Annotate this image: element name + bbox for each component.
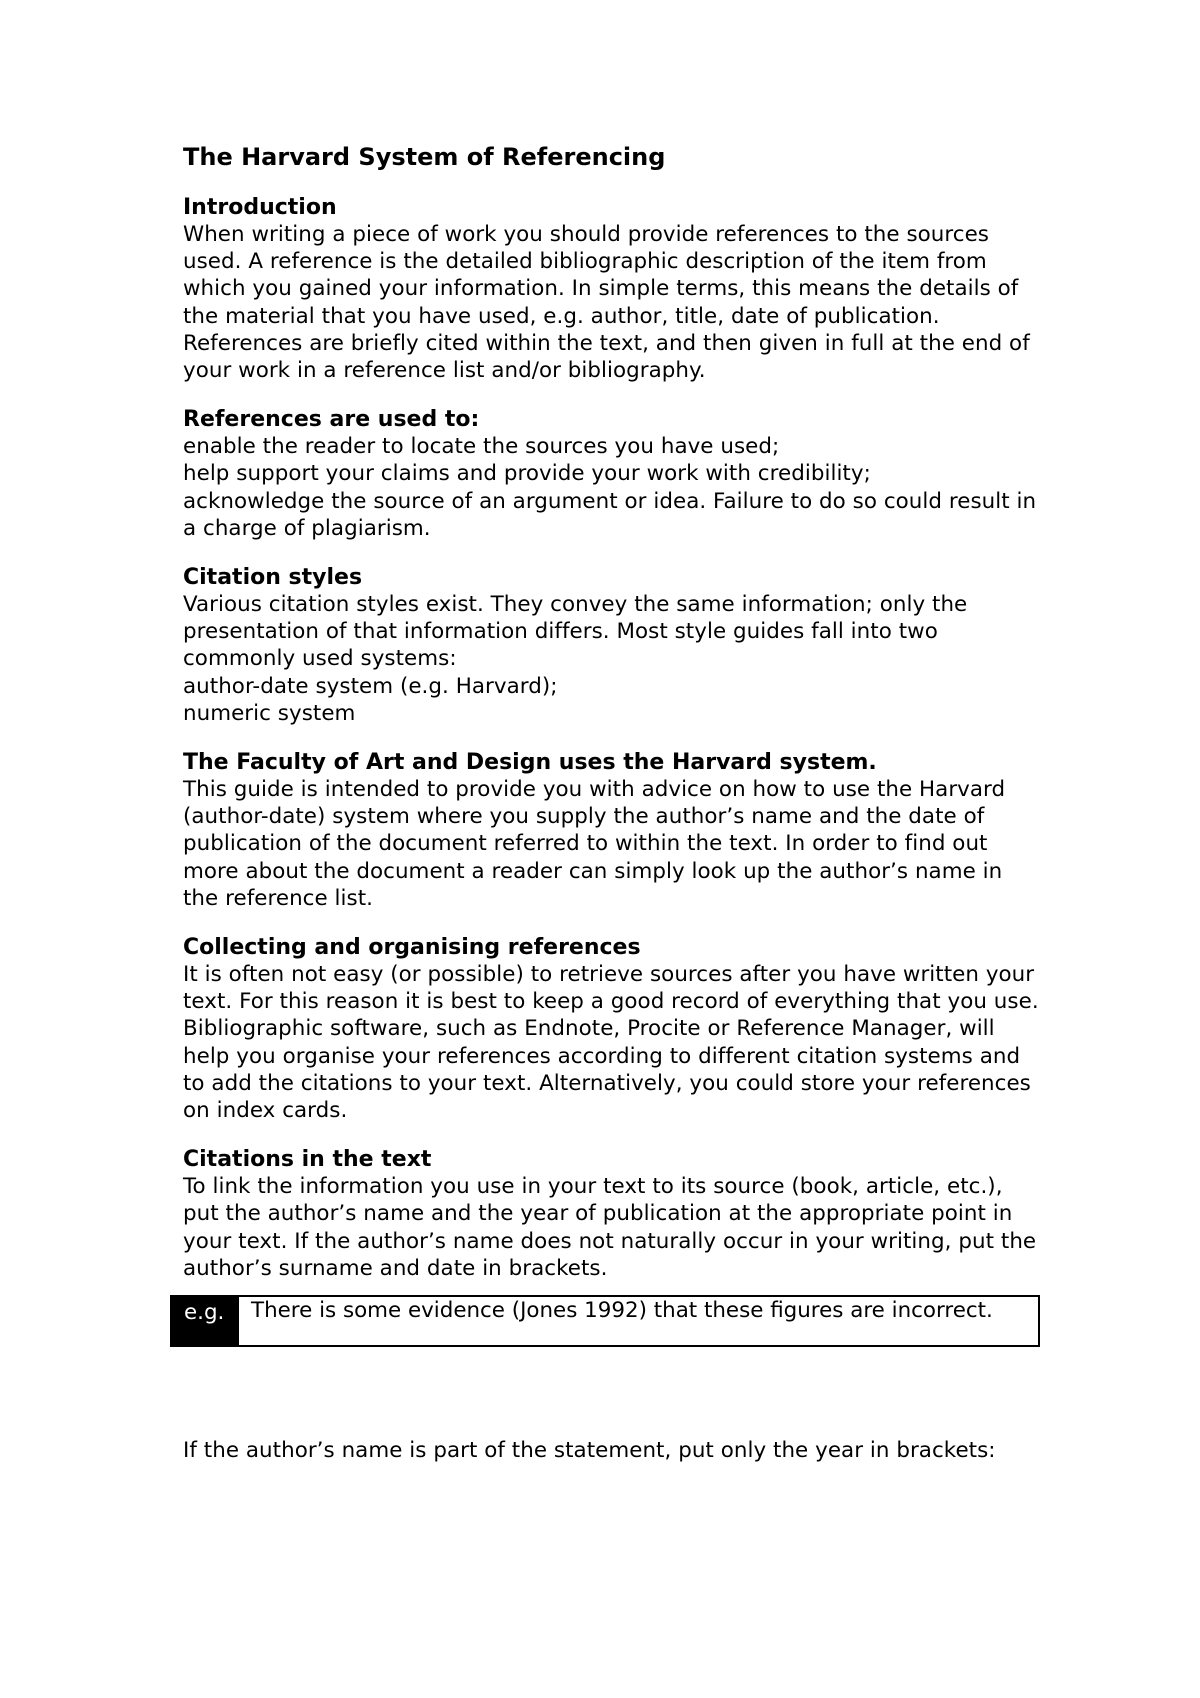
- collecting-section: [183, 934, 1043, 1124]
- citation-styles-paragraph: Various citation styles exist. They convey the same information; only the presentation of that information differs. Most style guides fall into two commonly used systems:: [183, 592, 968, 672]
- intro-section: [183, 194, 1043, 384]
- example-box: [170, 1295, 1040, 1347]
- uses-heading: References are used to:: [183, 407, 480, 433]
- intro-paragraph: When writing a piece of work you should provide references to the sources used. A reference is the detailed bibliographic description of the item from which you gained your information. In simple terms, this means the details of the material that you have used, e.g. author, title, date of publication. References are briefly cited within the text, and then given in full at the end of your work in a reference list and/or bibliography.: [183, 222, 1030, 384]
- citations-paragraph: To link the information you use in your text to its source (book, article, etc.), put the author’s name and the year of publication at the appropriate point in your text. If the author’s name does not naturally occur in your writing, put the author’s surname and date in brackets.: [183, 1174, 1037, 1281]
- faculty-heading: The Faculty of Art and Design uses the Harvard system.: [183, 750, 877, 776]
- uses-item: help support your claims and provide your work with credibility;: [183, 461, 871, 487]
- faculty-paragraph: This guide is intended to provide you with advice on how to use the Harvard (author-date) system where you supply the author’s name and the date of publication of the document referred to within the text. In order to find out more about the document a reader can simply look up the author’s name in the reference list.: [183, 777, 1006, 911]
- faculty-section: [183, 749, 1043, 912]
- citations-heading: Citations in the text: [183, 1147, 432, 1173]
- document-title: The Harvard System of Referencing: [183, 143, 666, 171]
- citation-styles-section: [183, 564, 1043, 727]
- uses-item: enable the reader to locate the sources you have used;: [183, 434, 780, 460]
- example-label: e.g.: [172, 1297, 239, 1345]
- citations-section: [183, 1146, 1043, 1347]
- closing-paragraph: If the author’s name is part of the statement, put only the year in brackets:: [183, 1438, 996, 1464]
- collecting-heading: Collecting and organising references: [183, 935, 641, 961]
- citation-styles-heading: Citation styles: [183, 565, 363, 591]
- collecting-paragraph: It is often not easy (or possible) to retrieve sources after you have written your text. For this reason it is best to keep a good record of everything that you use. Bibliographic software, such as Endnote, Procite or Reference Manager, will help you organise your references according to different citation systems and to add the citations to your text. Alternatively, you could store your references on index cards.: [183, 962, 1039, 1124]
- document-page: [183, 140, 1043, 1464]
- citation-system-item: numeric system: [183, 700, 356, 726]
- uses-section: [183, 406, 1043, 542]
- uses-item: acknowledge the source of an argument or idea. Failure to do so could result in a charge of plagiarism.: [183, 488, 1037, 541]
- intro-heading: Introduction: [183, 195, 337, 220]
- example-text: There is some evidence (Jones 1992) that these figures are incorrect.: [251, 1298, 993, 1324]
- citation-system-item: author-date system (e.g. Harvard);: [183, 673, 558, 699]
